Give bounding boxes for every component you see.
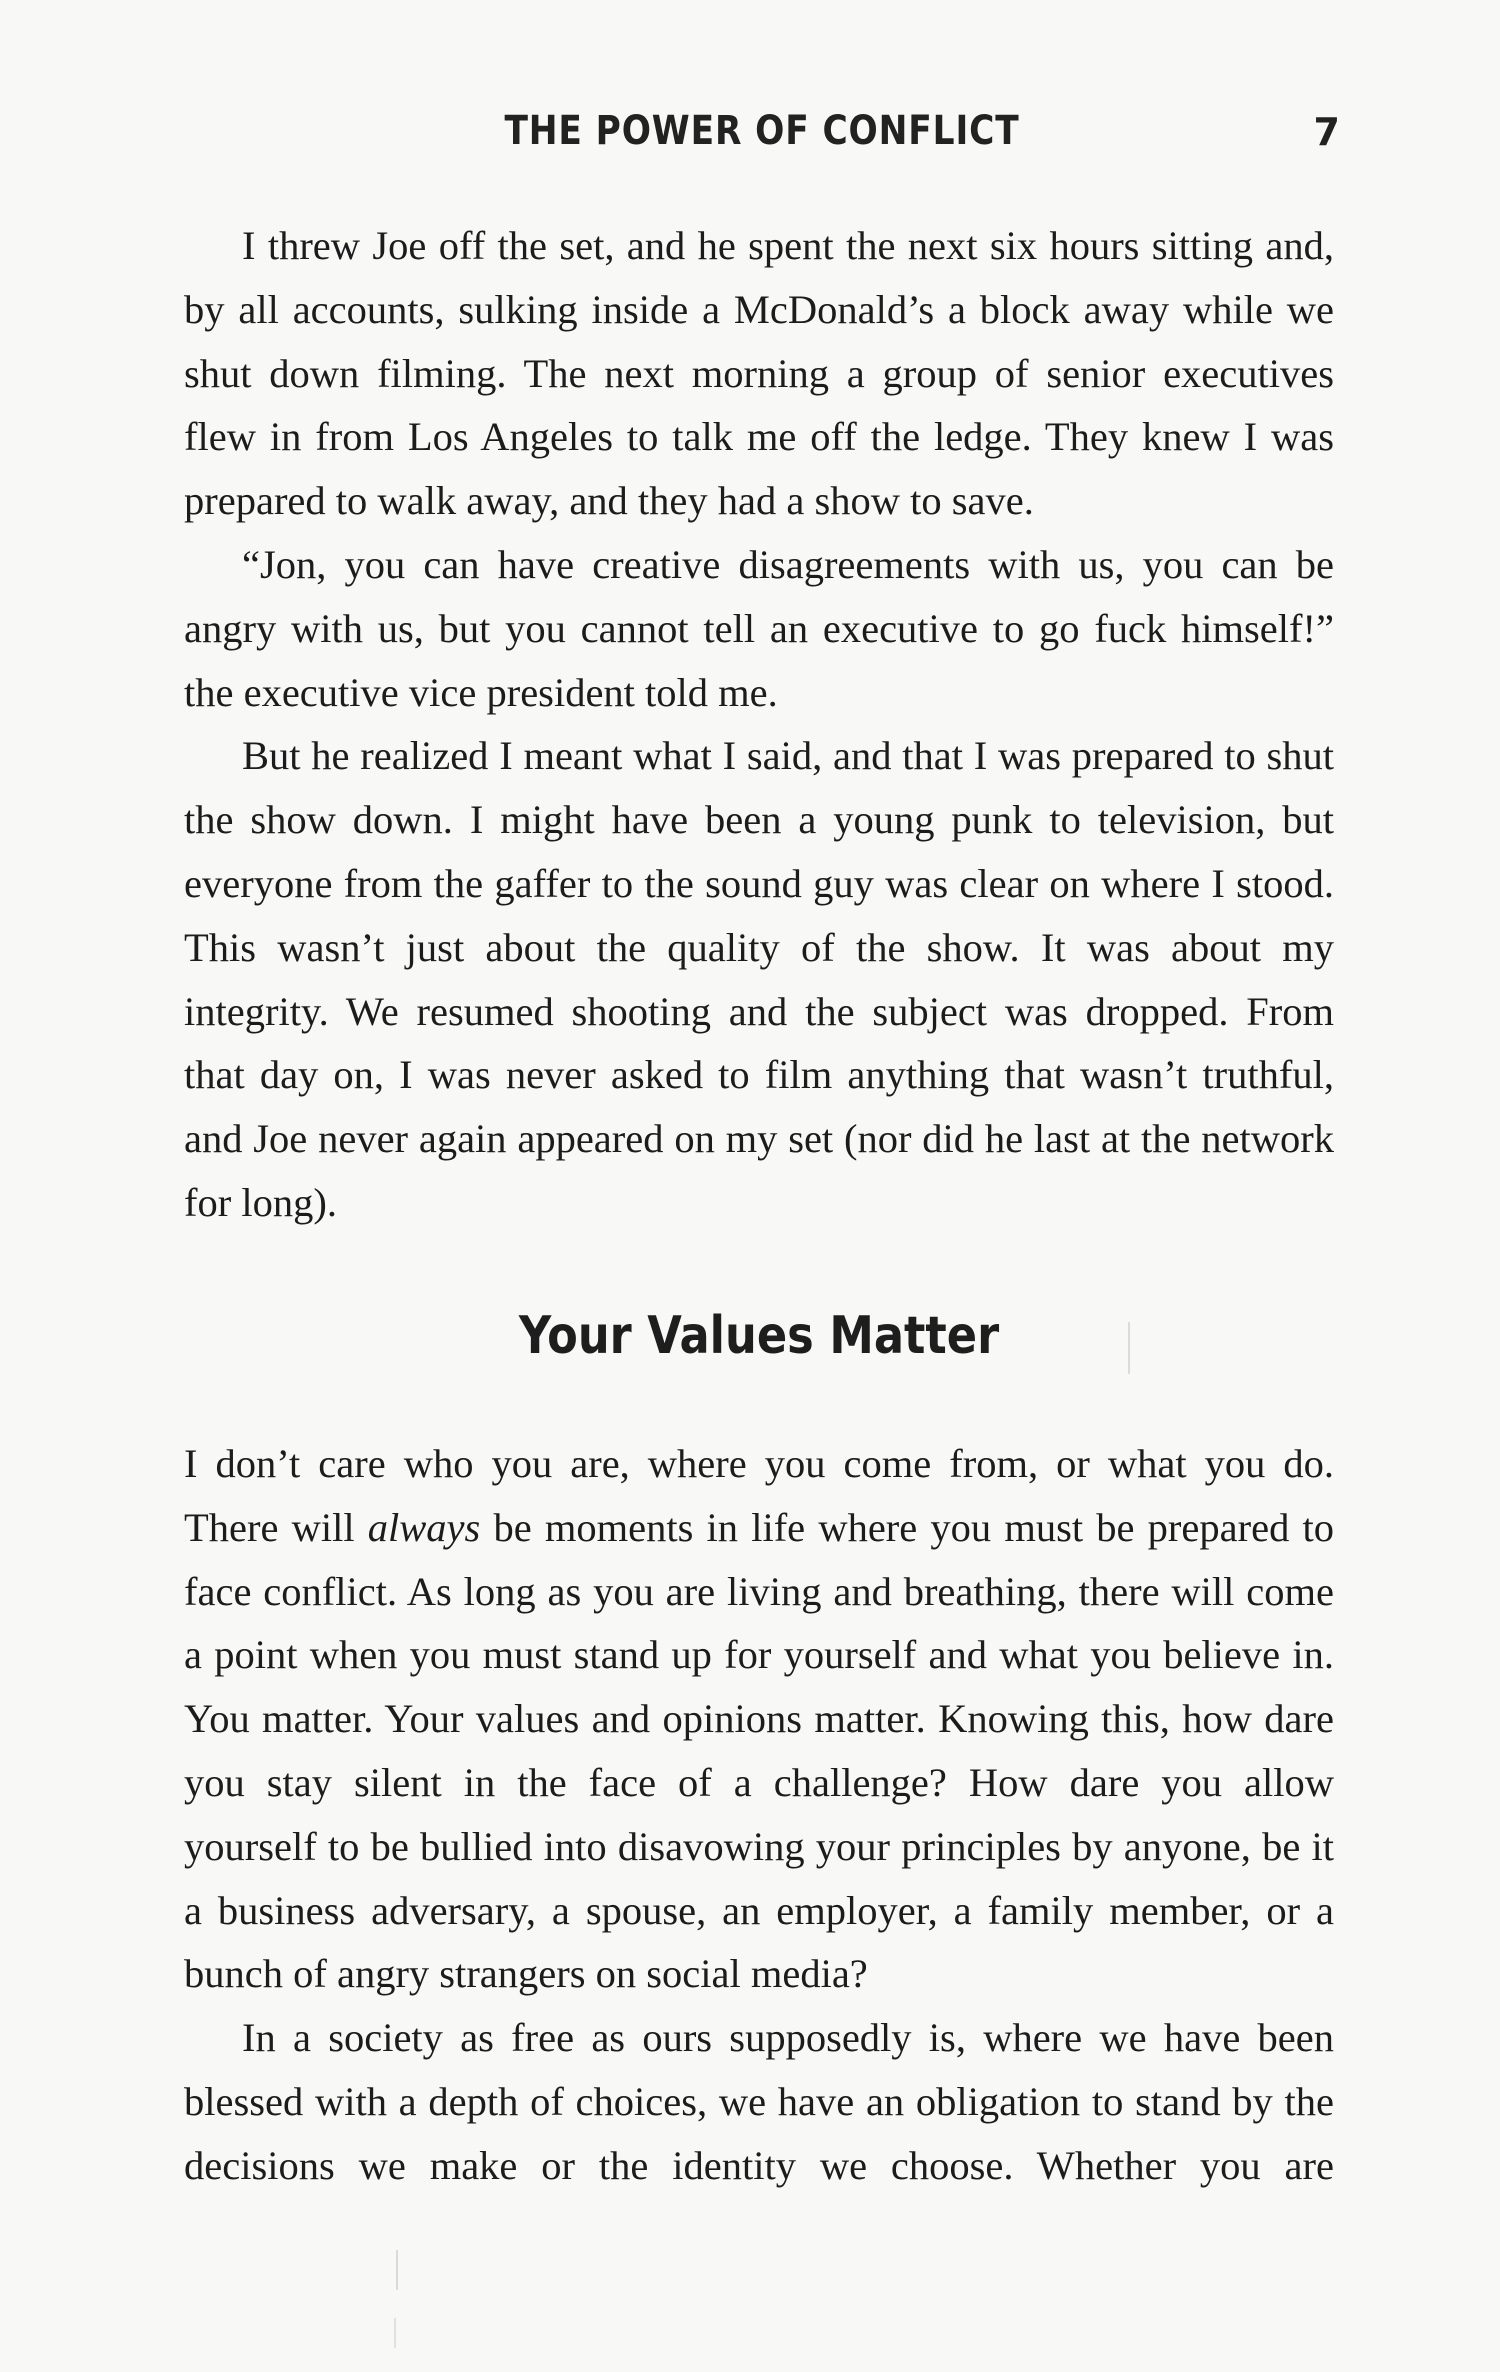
paragraph-text: I don’t care who you are, where you come from, or what you do. There will xyxy=(184,1441,1334,1550)
paragraph: I threw Joe off the set, and he spent the next six hours sitting and, by all accounts, sulking inside a McDonald’s a block away while we shut down filming. The next morning a group of senior executives flew in from Los Angeles to talk me off the ledge. They knew I was prepared to walk away, and they had a show to save. xyxy=(184,223,1334,524)
scan-mark xyxy=(394,2318,396,2348)
section-heading: Your Values Matter xyxy=(518,1306,1000,1366)
paragraph xyxy=(184,1432,1334,2006)
body-text-top xyxy=(184,214,1334,1235)
scan-mark xyxy=(396,2250,398,2290)
paragraph-text: be moments in life where you must be prepared to face conflict. As long as you are living and breathing, there will come a point when you must stand up for yourself and what you believe in. You matter. Your values and opinions matter. Knowing this, how dare you stay silent in the face of a challenge? How dare you allow yourself to be bullied into disavowing your principles by anyone, be it a business adversary, a spouse, an employer, a family member, or a bunch of angry strangers on social media? xyxy=(184,1504,1334,1997)
running-title: THE POWER OF CONFLICT xyxy=(504,108,1020,154)
emphasized-word: always xyxy=(367,1504,481,1550)
paragraph: But he realized I meant what I said, and that I was prepared to shut the show down. I might have been a young punk to television, but everyone from the gaffer to the sound guy was clear on where I stood. This wasn’t just about the quality of the show. It was about my integrity. We resumed shooting and the subject was dropped. From that day on, I was never asked to film anything that wasn’t truthful, and Joe never again appeared on my set (nor did he last at the network for long). xyxy=(184,733,1334,1225)
body-text-bottom xyxy=(184,1432,1334,2198)
paragraph: “Jon, you can have creative disagreements with us, you can be angry with us, but you cannot tell an executive to go fuck himself!” the executive vice president told me. xyxy=(184,541,1334,715)
running-head xyxy=(184,108,1340,168)
page-number: 7 xyxy=(1313,110,1340,154)
paragraph: In a society as free as ours supposedly is, where we have been blessed with a depth of choices, we have an obligation to stand by the decisions we make or the identity we choose. Whether you are xyxy=(184,2015,1334,2188)
scan-mark xyxy=(1128,1322,1130,1374)
